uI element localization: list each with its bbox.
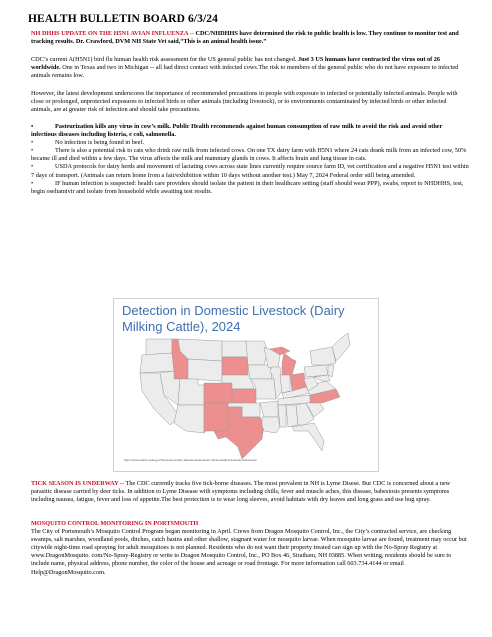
state-arkansas xyxy=(260,401,278,417)
tick-heading: TICK SEASON IS UNDERWAY -- xyxy=(31,480,125,487)
state-indiana xyxy=(280,375,290,393)
state-new-jersey xyxy=(328,365,334,377)
avian-heading: NH DHHS UPDATE ON THE H5N1 AVIAN INFLUENZA -- xyxy=(31,30,194,37)
avian-p2-start: CDC’s current A(H5N1) bird flu human health risk assessment for the US general public has not changed. xyxy=(31,56,298,63)
state-michigan xyxy=(282,353,296,375)
state-arizona xyxy=(174,405,204,433)
avian-paragraph-3: However, the latest development underscores the importance of recommended precautions in people with exposure to infected or potentially infected animals. People with close or prolonged, unprotected exposures to infected birds or other animals (including livestock), or to environments contaminated by infected birds or other infected animals, are at greater risk of infection and should take precautions. xyxy=(31,90,458,114)
bullet-item xyxy=(31,139,469,147)
bullet-symbol: • xyxy=(31,147,34,155)
state-north-dakota xyxy=(222,341,248,357)
bullet-text: Pasteurization kills any virus in cow’s milk. Public Health recommends against human consumption of raw milk to avoid the risk and avoid other infectious diseases including listeria, e coli, salmonella. xyxy=(31,123,443,139)
state-wyoming xyxy=(188,359,222,381)
state-south-dakota xyxy=(222,357,248,375)
state-new-england xyxy=(332,333,350,361)
avian-lead-paragraph xyxy=(31,30,469,46)
avian-paragraph-2 xyxy=(31,56,469,80)
bullet-symbol: • xyxy=(31,139,34,147)
state-washington xyxy=(146,339,172,355)
map-source-url: https://www.aphis.usda.gov/livestock-poultry-disease/avian/avian-influenza/hpai-detections/livestock xyxy=(124,458,257,462)
tick-body: The CDC currently tracks five tick-borne diseases. The most prevalent in NH is Lyme Disese. But CDC is concerned about a new parasitic disease carried by deer ticks. In addition to Lyme Disease with symptoms including chills, fever and muscle aches, this disease, babesiosis presents symptoms including nausea, fatigue, fever and loss of appetite.The best protection is to wear long sleeves, avoid habitats with dry leaves and long grass and use bug spray. xyxy=(31,480,451,504)
bullet-symbol: • xyxy=(31,179,34,187)
bullet-item xyxy=(31,147,469,163)
livestock-detection-map xyxy=(113,298,379,472)
page-title: HEALTH BULLETIN BOARD 6/3/24 xyxy=(28,13,218,25)
state-utah xyxy=(178,379,204,405)
mosquito-section xyxy=(31,520,469,577)
map-title: Detection in Domestic Livestock (Dairy Milking Cattle), 2024 xyxy=(122,303,345,334)
state-louisiana xyxy=(262,417,280,433)
bullet-item xyxy=(31,163,469,179)
avian-bullet-list xyxy=(31,123,469,196)
mosquito-heading: MOSQUITO CONTROL MONITORING IN PORTSMOUTH xyxy=(31,520,199,527)
state-new-york xyxy=(310,347,336,365)
state-florida xyxy=(292,423,324,451)
state-oregon xyxy=(140,353,174,373)
avian-p2-bold: Just 3 US humans have contracted the virus out of 26 worldwide. xyxy=(31,56,440,72)
bullet-item xyxy=(31,123,469,139)
mosquito-body: The City of Portsmouth’s Mosquito Control Program began monitoring in April. Crews from Dragon Mosquito Control, Inc., the City’s contracted service, are checking swamps, salt marshes, woodland pools, ditches, catch basins and other shallow, stagnant water for mosquito larvae. When mosquito larvae are found, treatment may occur but citywide night-time road spraying for adult mosquitoes is not planned. Residents who do not want their property treated can sign up with the No-Spray Registry at www.DragonMosquito. com/No-Spray-Registry or write to Dragon Mosquito Control, Inc., PO Box 46, Stratham, NH 03885. When writing, residents should be sure to include name, physical address, phone number, the color of the house and acreage or road frontage. For more information call 603.734.4144 or email Help@DragonMosquito.com. xyxy=(31,528,467,576)
state-minnesota xyxy=(246,341,268,365)
avian-p2-end: One in Texas and two in Michigan -- all had direct contact with infected cows.The risk to members of the general public who do not have exposure to infected animals remains low. xyxy=(31,64,459,80)
tick-paragraph xyxy=(31,480,469,504)
state-new-mexico xyxy=(204,403,228,433)
state-colorado xyxy=(204,383,232,403)
bullet-text: USDA protocols for dairy herds and movement of lactating cows across state lines currently require source farm ID, vet certification and a negative H5N1 test within 7 days of transport. (Animals can return home from a fair/exhibition within 10 days without another test.) May 7, 2024 Federal order still being amended. xyxy=(31,163,469,179)
bullet-item xyxy=(31,180,469,196)
bullet-symbol: • xyxy=(31,123,34,130)
bullet-text: No infection is being found in beef. xyxy=(55,139,145,147)
bullet-text: IF human infection is suspected: health care providers should isolate the patient in their healthcare setting (staff should wear PPP), swabs, report to NHDHHS, test, begin oseltamivir and isolate from household while awaiting test results. xyxy=(31,179,464,195)
state-kansas xyxy=(232,389,256,403)
bullet-text: There is also a potential risk to cats who drink raw milk from infected cows. On one TX dairy farm with H5N1 where 24 cats drank milk from an infected cow, 50% became ill and died within a few days. The virus affects the milk and mammary glands in cows. It affects brain and lung tissue in cats. xyxy=(31,147,467,163)
bullet-symbol: • xyxy=(31,163,34,171)
avian-lead-text: CDC/NHDHHS have determined the risk to public health is low. They continue to monitor test and tracking results. Dr. Crawford, DVM NH State Vet said,“This is an animal health issue.” xyxy=(31,30,459,46)
state-pennsylvania xyxy=(304,365,328,377)
